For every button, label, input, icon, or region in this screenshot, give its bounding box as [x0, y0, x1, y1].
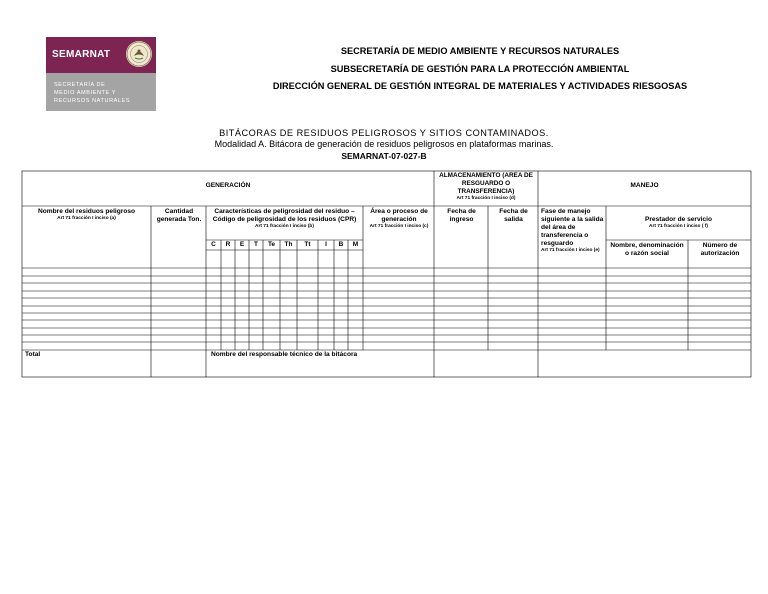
- column-caracteristicas-label: Características de peligrosidad del residuo – Código de peligrosidad de los residuos (CPR): [212, 208, 357, 223]
- column-cantidad: Cantidad generada Ton.: [156, 208, 202, 223]
- column-caracteristicas: [208, 208, 361, 230]
- column-area-label: Área o proceso de generación: [370, 208, 428, 223]
- cpr-code: M: [352, 241, 359, 248]
- cpr-code: R: [225, 241, 231, 248]
- group-manejo: MANEJO: [630, 182, 659, 189]
- column-salida: Fecha de salida: [499, 208, 528, 223]
- column-area: [366, 208, 432, 230]
- document-code: SEMARNAT-07-027-B: [341, 151, 427, 161]
- column-autorizacion: Número de autorización: [700, 242, 740, 257]
- group-almacenamiento-title: ALMACENAMIENTO (AREA DE RESGUARDO O TRANSFERENCIA): [439, 172, 533, 195]
- cpr-code: Tt: [304, 241, 311, 248]
- column-razon-social: Nombre, denominación o razón social: [610, 242, 684, 257]
- header-line-2: SUBSECRETARÍA DE GESTIÓN PARA LA PROTECCIÓN AMBIENTAL: [330, 64, 630, 74]
- column-fase-label: Fase de manejo siguiente a la salida del área de transferencia o resguardo: [541, 208, 604, 247]
- cpr-code: T: [254, 241, 258, 248]
- column-fase: [541, 208, 605, 254]
- header-line-3: DIRECCIÓN GENERAL DE GESTIÓN INTEGRAL DE MATERIALES Y ACTIVIDADES RIESGOSAS: [272, 81, 688, 91]
- cpr-code: Te: [267, 241, 276, 248]
- column-prestador-label: Prestador de servicio: [644, 216, 713, 223]
- responsable-label: Nombre del responsable técnico de la bitácora: [211, 351, 358, 358]
- total-label: Total: [25, 351, 41, 358]
- column-fase-ref: Art 71 fracción I inciso (e): [541, 248, 600, 253]
- column-prestador: [608, 216, 749, 230]
- cpr-code: I: [325, 241, 327, 248]
- cpr-code: C: [211, 241, 216, 248]
- cpr-code: B: [338, 241, 344, 248]
- group-generacion: GENERACIÓN: [205, 182, 251, 189]
- table-border: [22, 171, 751, 377]
- group-almacenamiento: [436, 172, 536, 202]
- column-caracteristicas-ref: Art 71 fracción I inciso (b): [255, 224, 314, 229]
- column-ingreso: Fecha de ingreso: [447, 208, 476, 223]
- column-nombre-ref: Art 71 fracción I inciso (a): [57, 216, 116, 221]
- logo-subtitle-line: MEDIO AMBIENTE Y: [54, 90, 117, 96]
- group-almacenamiento-ref: Art 71 fracción I inciso (d): [456, 196, 516, 201]
- document-title: BITÁCORAS DE RESIDUOS PELIGROSOS Y SITIOS CONTAMINADOS.: [219, 128, 549, 138]
- logo-subtitle-line: RECURSOS NATURALES: [54, 98, 131, 104]
- cpr-code: Th: [284, 241, 293, 248]
- header-line-1: SECRETARÍA DE MEDIO AMBIENTE Y RECURSOS NATURALES: [340, 46, 620, 56]
- document-subtitle: Modalidad A. Bitácora de generación de residuos peligrosos en plataformas marinas.: [214, 139, 554, 149]
- column-area-ref: Art 71 fracción I inciso (c): [369, 224, 429, 229]
- logo-brand-text: SEMARNAT: [52, 49, 111, 60]
- logo-subtitle-line: SECRETARÍA DE: [54, 82, 106, 88]
- column-prestador-ref: Art 71 fracción I inciso ( f): [649, 224, 708, 229]
- column-nombre: [24, 208, 149, 222]
- cpr-code: E: [239, 241, 245, 248]
- column-nombre-label: Nombre del residuos peligroso: [37, 208, 136, 215]
